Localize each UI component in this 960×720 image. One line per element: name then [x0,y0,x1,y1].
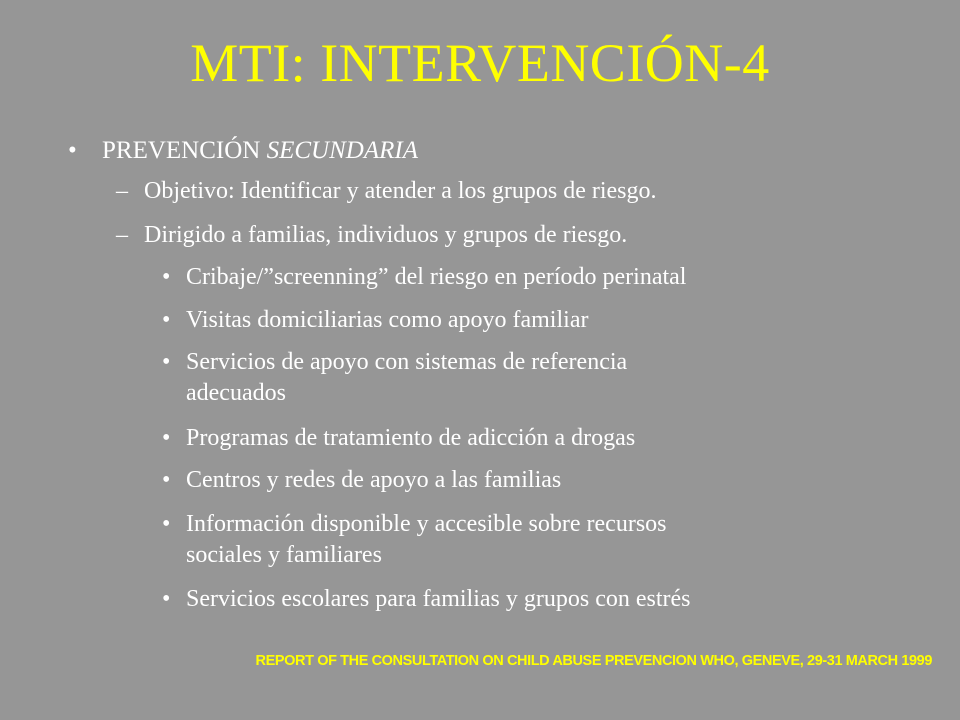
bullet-icon: • [162,467,171,493]
heading-emphasis: SECUNDARIA [266,137,418,164]
bullet-icon: • [162,264,171,290]
list-item-text: Información disponible y accesible sobre recursos sociales y familiares [186,511,667,568]
bullet-icon: • [162,511,171,537]
slide-title: MTI: INTERVENCIÓN-4 [190,33,770,93]
subpoint-text: Dirigido a familias, individuos y grupos de riesgo. [144,222,628,248]
heading-prefix: PREVENCIÓN [102,137,267,164]
dash-icon: – [116,178,128,204]
list-item-text: Visitas domiciliarias como apoyo familiar [186,307,589,333]
list-item-text: Servicios escolares para familias y grupos con estrés [186,586,691,612]
subpoint-text: Objetivo: Identificar y atender a los grupos de riesgo. [144,178,657,204]
list-item-text: Centros y redes de apoyo a las familias [186,467,562,493]
bullet-icon: • [162,349,171,375]
slide-footer: REPORT OF THE CONSULTATION ON CHILD ABUSE PREVENCION WHO, GENEVE, 29-31 MARCH 1999 [255,653,932,669]
bullet-icon: • [162,307,171,333]
bullet-icon: • [162,425,171,451]
bullet-icon: • [162,586,171,612]
list-item-text: Servicios de apoyo con sistemas de referencia adecuados [186,349,628,406]
heading-text [102,134,418,168]
bullet-icon: • [68,137,77,164]
list-item-text: Programas de tratamiento de adicción a drogas [186,425,636,451]
list-item-text: Cribaje/”screenning” del riesgo en período perinatal [186,264,687,290]
dash-icon: – [116,222,128,248]
